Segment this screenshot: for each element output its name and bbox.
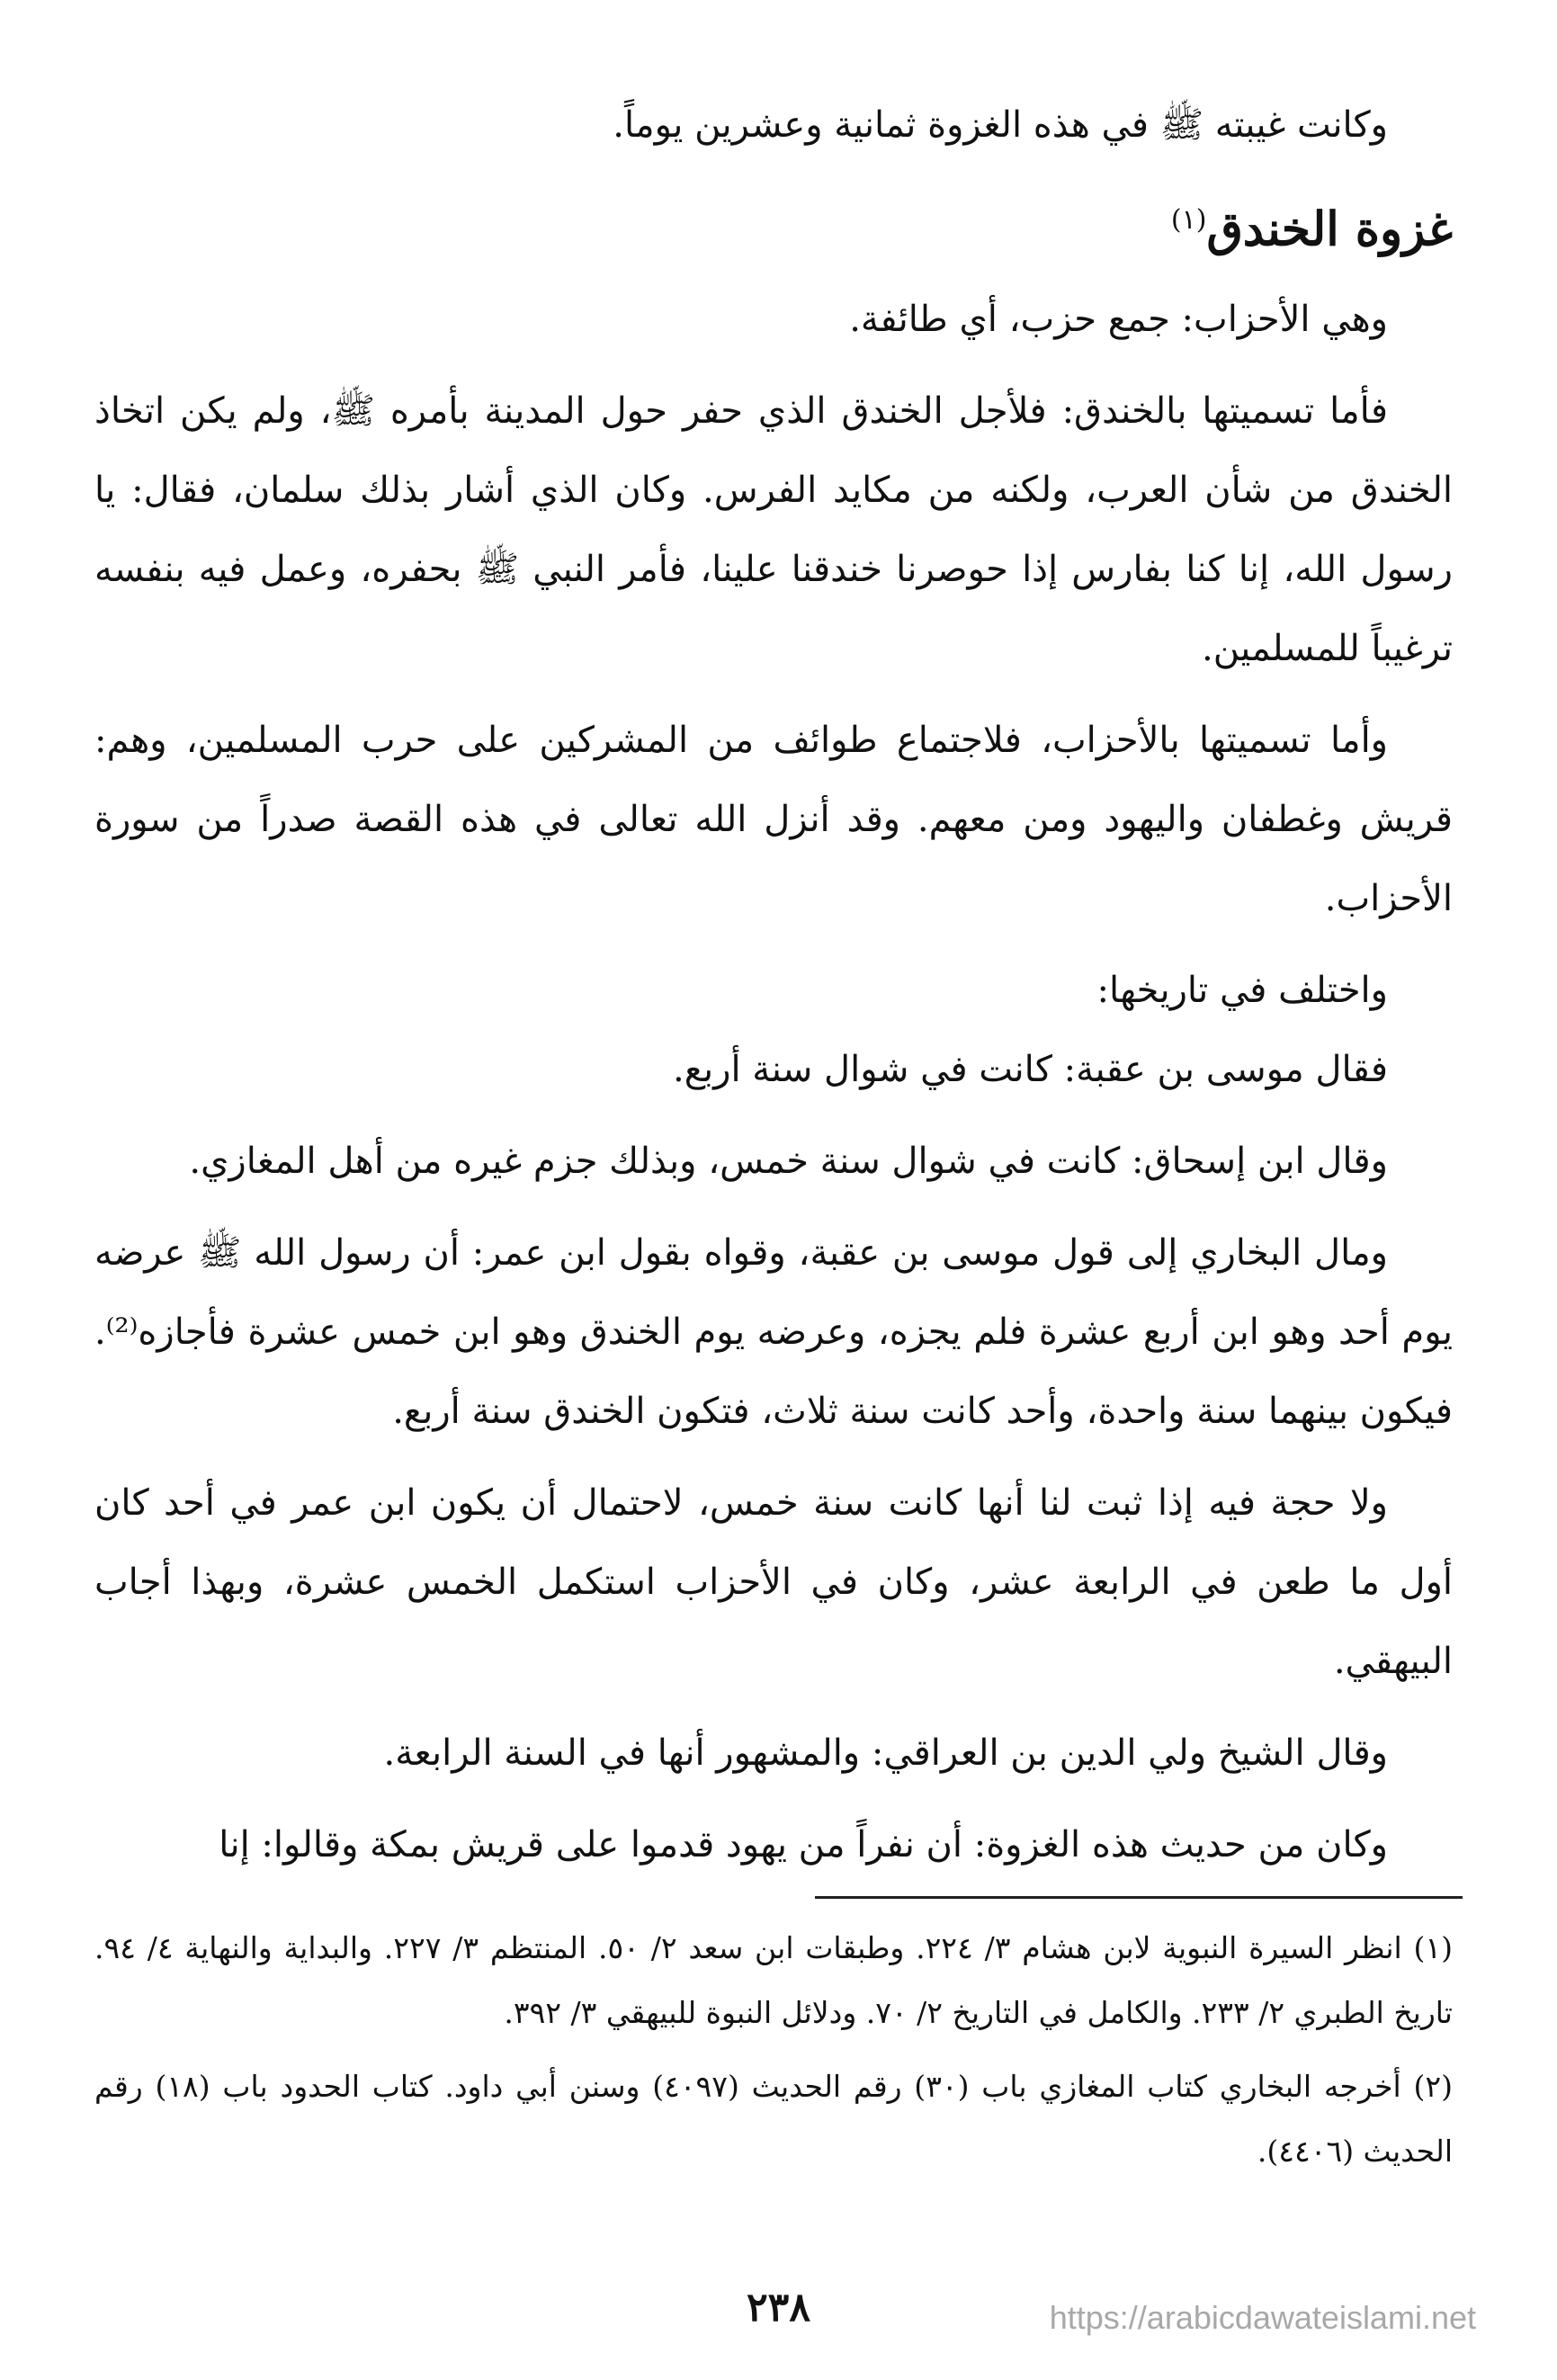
section-heading: [94, 177, 1453, 273]
page-number: ٢٣٨: [747, 2285, 810, 2331]
footnote-item: (٢) أخرجه البخاري كتاب المغازي باب (٣٠) رقم الحديث (٤٠٩٧) وسنن أبي داود. كتاب الحدود باب (١٨) رقم الحديث (٤٤٠٦).: [94, 2069, 1453, 2169]
watermark-url: https://arabicdawateislami.net: [1049, 2299, 1476, 2336]
paragraph-definition: وهي الأحزاب: جمع حزب، أي طائفة.: [849, 299, 1388, 341]
paragraph-iraqi: وقال الشيخ ولي الدين بن العراقي: والمشهور أنها في السنة الرابعة.: [383, 1732, 1388, 1775]
footnote-divider: [815, 1896, 1463, 1899]
page-body: [94, 85, 1453, 1897]
paragraph-story-start: وكان من حديث هذه الغزوة: أن نفراً من يهود قدموا على قريش بمكة وقالوا: إنا: [219, 1824, 1388, 1866]
footnote-marker: (١): [1170, 204, 1207, 236]
paragraph-musa-ibn-uqba: فقال موسى بن عقبة: كانت في شوال سنة أربع.: [673, 1049, 1388, 1091]
paragraph-bayhaqi: ولا حجة فيه إذا ثبت لنا أنها كانت سنة خمس، لاحتمال أن يكون ابن عمر في أحد كان أول ما طعن في الرابعة عشر، وكان في الأحزاب استكمل الخمس عشرة، وبهذا أجاب البيهقي.: [94, 1482, 1453, 1683]
footnotes: [94, 1916, 1453, 2193]
paragraph-confederates-naming: وأما تسميتها بالأحزاب، فلاجتماع طوائف من المشركين على حرب المسلمين، وهم: قريش وغطفان واليهود ومن معهم. وقد أنزل الله تعالى في هذه القصة صدراً من سورة الأحزاب.: [94, 720, 1453, 920]
paragraph-bukhari: ومال البخاري إلى قول موسى بن عقبة، وقواه بقول ابن عمر: أن رسول الله ﷺ عرضه يوم أحد وهو ابن أربع عشرة فلم يجزه، وعرضه يوم الخندق وهو ابن خمس عشرة فأجازه⁽²⁾. فيكون بينهما سنة واحدة، وأحد كانت سنة ثلاث، فتكون الخندق سنة أربع.: [94, 1232, 1453, 1433]
paragraph-trench-naming: فأما تسميتها بالخندق: فلأجل الخندق الذي حفر حول المدينة بأمره ﷺ، ولم يكن اتخاذ الخندق من شأن العرب، ولكنه من مكايد الفرس. وكان الذي أشار بذلك سلمان، فقال: يا رسول الله، إنا كنا بفارس إذا حوصرنا خندقنا علينا، فأمر النبي ﷺ بحفره، وعمل فيه بنفسه ترغيباً للمسلمين.: [94, 390, 1454, 670]
paragraph-ibn-ishaq: وقال ابن إسحاق: كانت في شوال سنة خمس، وبذلك جزم غيره من أهل المغازي.: [189, 1141, 1388, 1183]
paragraph-date-dispute: واختلف في تاريخها:: [1096, 970, 1388, 1012]
paragraph-absence: وكانت غيبته ﷺ في هذه الغزوة ثمانية وعشرين يوماً.: [613, 104, 1388, 146]
section-heading-text: غزوة الخندق: [1206, 201, 1453, 257]
footnote-item: (١) انظر السيرة النبوية لابن هشام ٣/ ٢٢٤. وطبقات ابن سعد ٢/ ٥٠. المنتظم ٣/ ٢٢٧. والبداية والنهاية ٤/ ٩٤. تاريخ الطبري ٢/ ٢٣٣. والكامل في التاريخ ٢/ ٧٠. ودلائل النبوة للبيهقي ٣/ ٣٩٢.: [94, 1930, 1453, 2030]
